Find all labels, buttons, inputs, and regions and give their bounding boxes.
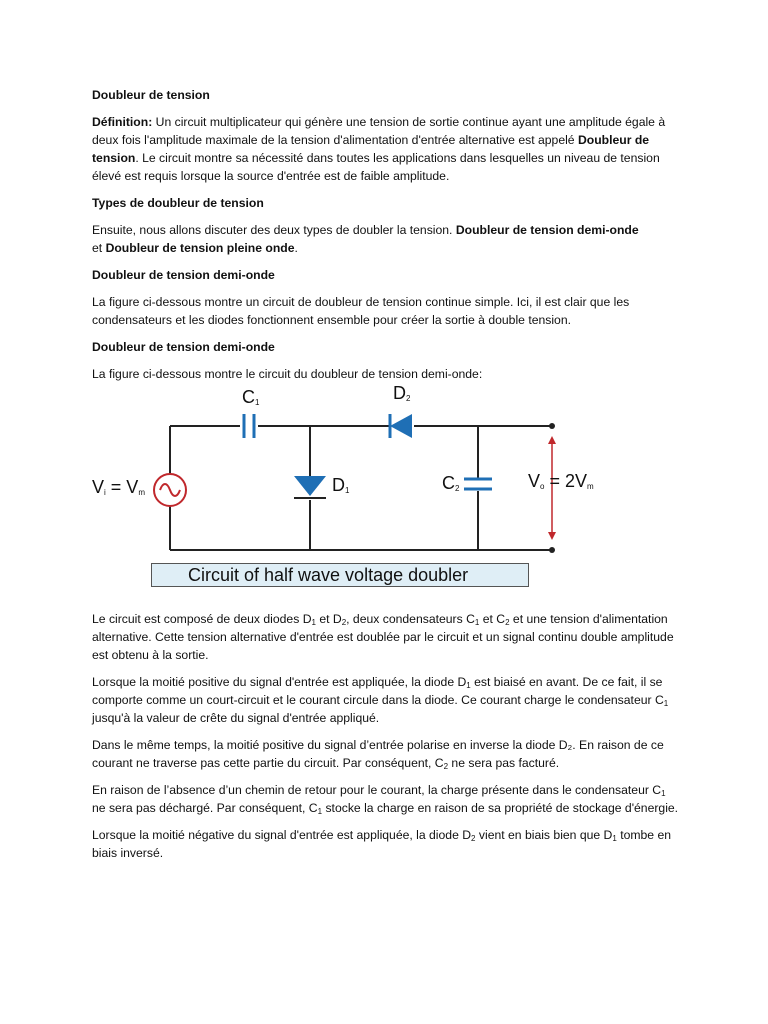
types-bold-2: Doubleur de tension pleine onde <box>105 241 295 255</box>
diode-d2 <box>390 414 412 438</box>
definition-text: Un circuit multiplicateur qui génère une tension de sortie continue ayant une amplitude égale à deux fois l'amplitude maximale de la tension d'alimentation d'entrée alternative est appelé <box>92 115 666 147</box>
label-c2: $C_2$ <box>442 473 460 493</box>
types-text-2: et <box>92 241 106 255</box>
paragraph-negative-half: Lorsque la moitié négative du signal d'entrée est appliquée, la diode $D_2$ vient en biais bien que $D_1$ tombe en biais inversé. <box>92 828 672 860</box>
capacitor-c1 <box>244 414 254 438</box>
types-bold-1: Doubleur de tension demi-onde <box>455 223 639 237</box>
capacitor-c2 <box>464 479 492 489</box>
paragraph-no-return-path: En raison de l’absence d’un chemin de retour pour le courant, la charge présente dans le condensateur $C_1$ ne sera pas déchargé. Par conséquent, $C_1$ stocke la charge en raison de sa propriété de stockage d'énergie. <box>92 783 679 816</box>
definition-text-end: . Le circuit montre sa nécessité dans toutes les applications dans lesquelles un niveau de tension élevé est requis lorsque la source d'entrée est de faible amplitude. <box>92 151 660 183</box>
paragraph-reverse-bias: Dans le même temps, la moitié positive du signal d’entrée polarise en inverse la diode D₂. En raison de ce courant ne traverse pas cette partie du circuit. Par conséquent, $C_2$ ne sera pas facturé. <box>92 738 664 771</box>
half-wave-heading-1: Doubleur de tension demi-onde <box>92 268 275 282</box>
ac-source-icon <box>154 474 186 506</box>
label-vo: $V_o = 2V_m$ <box>528 471 594 491</box>
label-c1: $C_1$ <box>242 387 260 407</box>
figure-caption: Circuit of half wave voltage doubler <box>151 563 529 587</box>
half-wave-heading-2: Doubleur de tension demi-onde <box>92 340 275 354</box>
paragraph-positive-half: Lorsque la moitié positive du signal d'entrée est appliquée, la diode $D_1$ est biaisé en avant. De ce fait, il se comporte comme un court-circuit et le courant circule dans la diode. Ce courant charge le condensateur $C_1$ jusqu'à la valeur de crête du signal d'entrée appliqué. <box>92 675 669 725</box>
diode-d1 <box>294 476 326 498</box>
types-text-3: . <box>294 241 298 255</box>
definition-label: Définition: <box>92 115 153 129</box>
half-wave-paragraph-2: La figure ci-dessous montre le circuit du doubleur de tension demi-onde: <box>92 367 483 381</box>
definition-bold: Doubleur de tension <box>92 133 650 165</box>
doc-title: Doubleur de tension <box>92 88 210 102</box>
label-vi: $V_i = V_m$ <box>92 477 145 497</box>
types-paragraph <box>92 221 682 257</box>
document-body <box>92 86 682 871</box>
label-d2: $D_2$ <box>393 383 411 403</box>
types-text: Ensuite, nous allons discuter des deux types de doubler la tension. <box>92 223 456 237</box>
output-terminal-bottom <box>549 547 555 553</box>
types-heading: Types de doubleur de tension <box>92 196 264 210</box>
label-d1: $D_1$ <box>332 475 350 495</box>
circuit-figure <box>92 383 692 598</box>
output-terminal-top <box>549 423 555 429</box>
paragraph-components: Le circuit est composé de deux diodes $D_1$ et $D_2$, deux condensateurs $C_1$ et $C_2$ et une tension d'alimentation alternative. Cette tension alternative d'entrée est doublée par le circuit et un signal continu double amplitude est obtenu à la sortie. <box>92 612 674 662</box>
half-wave-paragraph-1: La figure ci-dessous montre un circuit de doubleur de tension continue simple. Ici, il est clair que les condensateurs et les diodes fonctionnent ensemble pour créer la sortie à double tension. <box>92 295 630 327</box>
definition-paragraph <box>92 113 682 185</box>
circuit-wires <box>170 426 552 550</box>
